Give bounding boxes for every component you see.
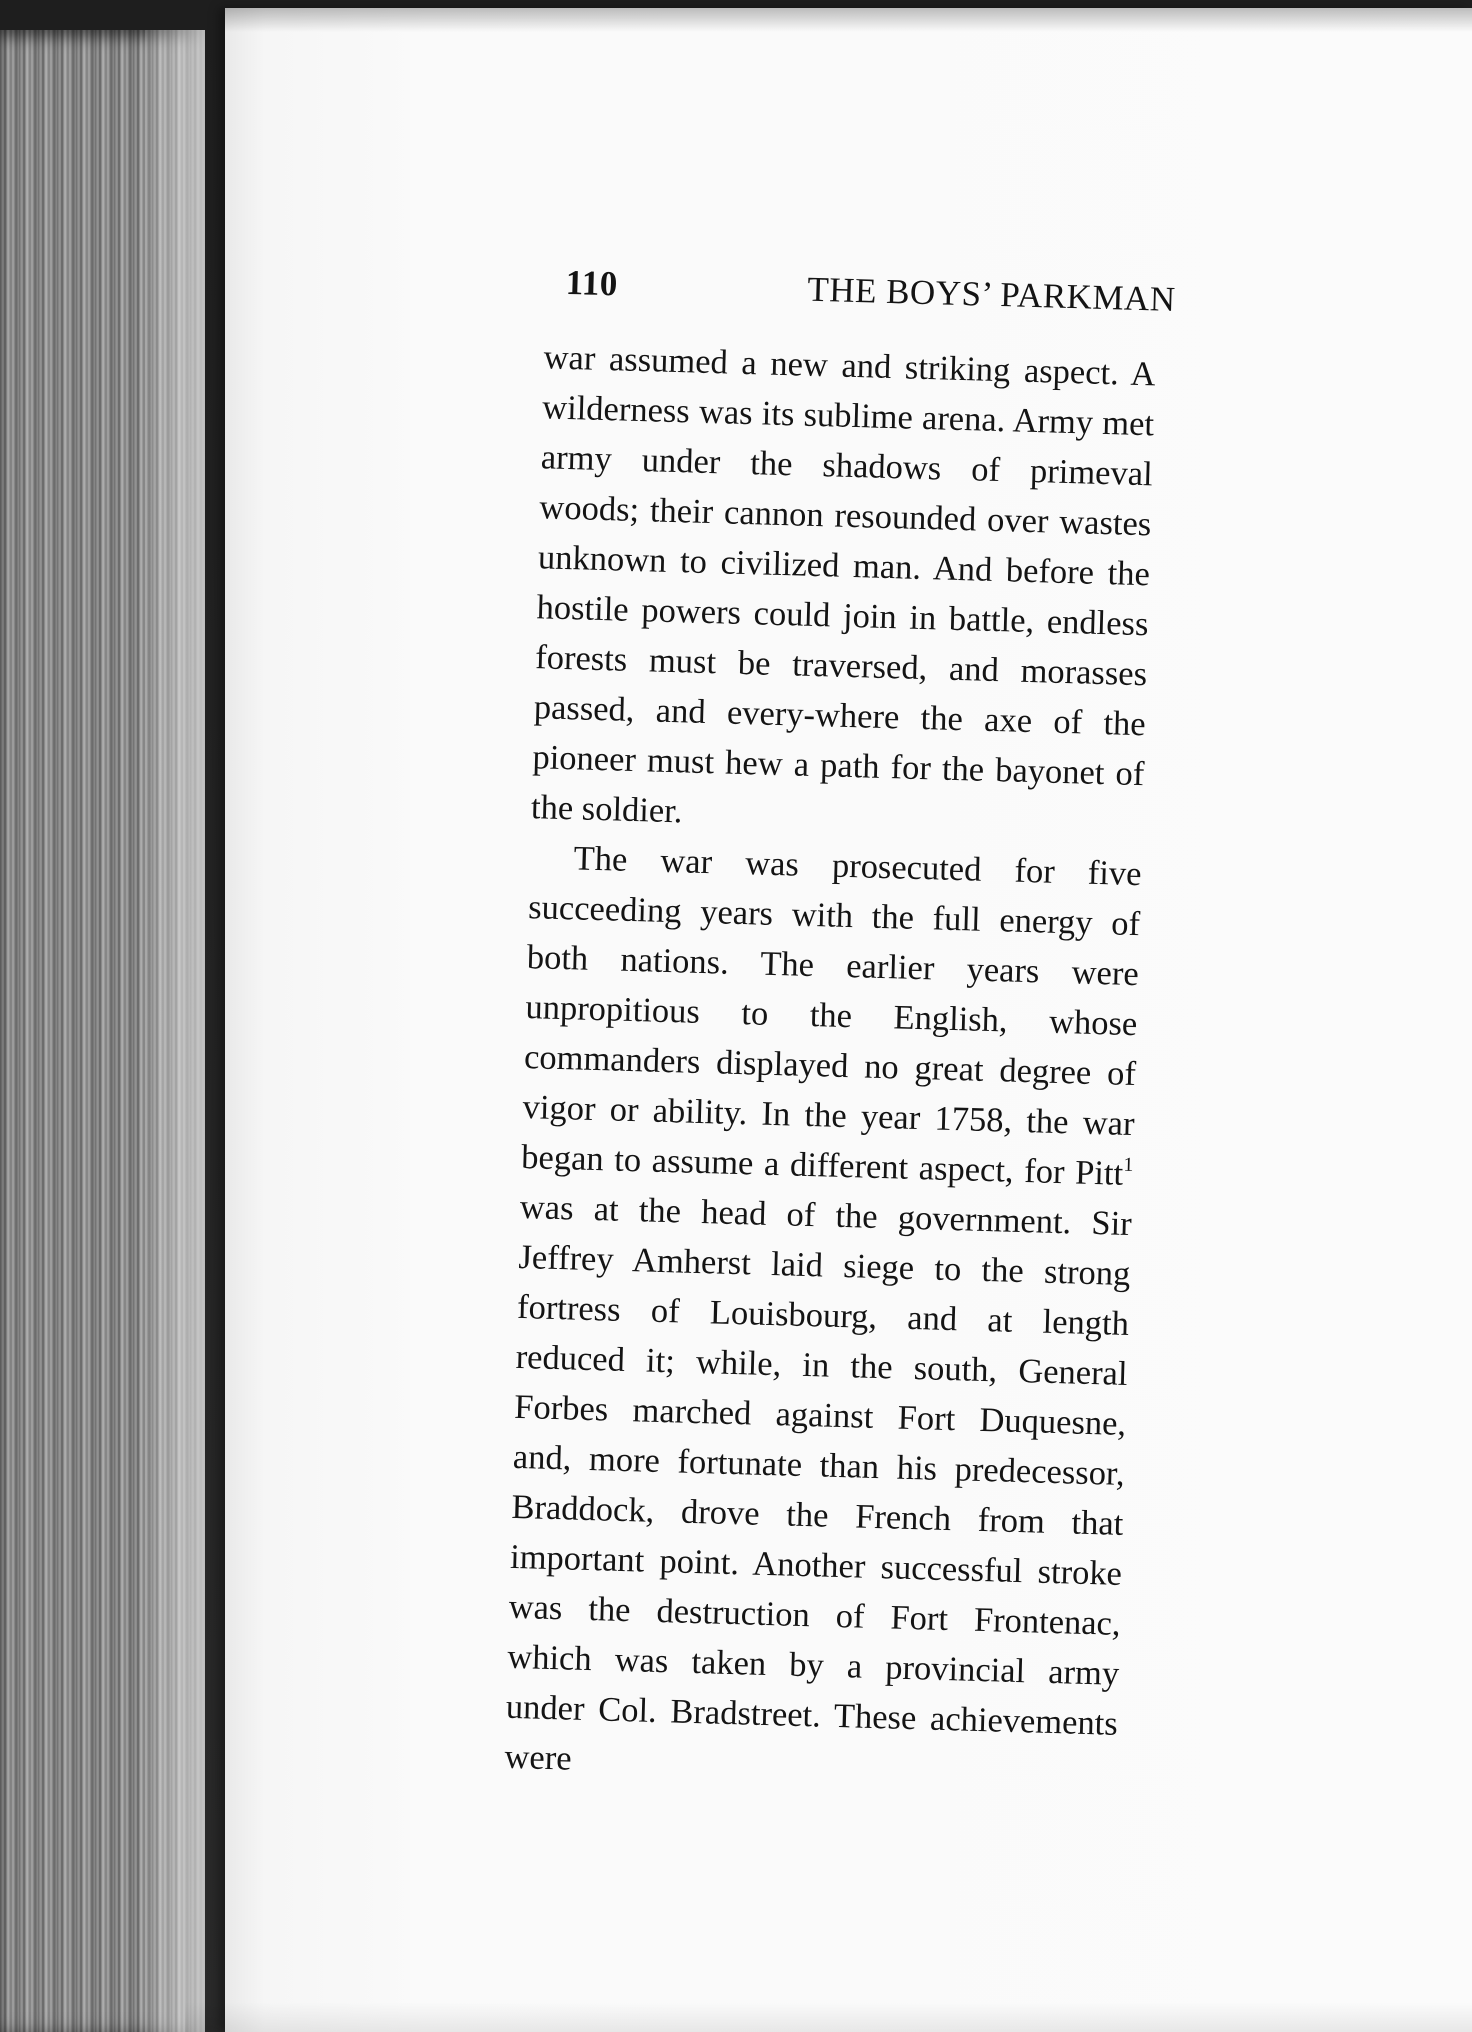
book-page-edges [0, 30, 205, 2032]
book-title: THE BOYS’ PARKMAN [806, 269, 1177, 319]
page-content [276, 136, 1345, 1924]
paragraph-1: war assumed a new and striking aspect. A wilderness was its sublime arena. Army met army under the shadows of primeval woods; their cannon resounded over wastes unknown to civilized man. And before the hostile powers could join in battle, endless forests must be traversed, and morasses passed, and every-where the axe of the pioneer must hew a path for the bayonet of the soldier. [530, 338, 1156, 831]
body-text [504, 332, 1156, 1799]
paragraph-2-text-after-note: was at the head of the government. Sir Jeffrey Amherst laid siege to the strong fortress of Louisbourg, and at length reduced it; while, in the south, General Forbes marched against Fort Duquesne, and, more fortunate than his predecessor, Braddock, drove the French from that important point. Another successful stroke was the destruction of Fort Frontenac, which was taken by a provincial army under Col. Bradstreet. These achievements were [504, 1187, 1133, 1778]
paragraph-2-text-before-note: The war was prosecuted for five succeeding years with the full energy of both nations. The earlier years were unpropitious to the English, whose commanders displayed no great degree of vigor or ability. In the year 1758, the war began to assume a different aspect, for Pitt [520, 839, 1143, 1193]
paragraph-2 [504, 832, 1142, 1799]
page-number: 110 [565, 262, 619, 304]
footnote-marker[interactable]: 1 [1123, 1153, 1134, 1177]
